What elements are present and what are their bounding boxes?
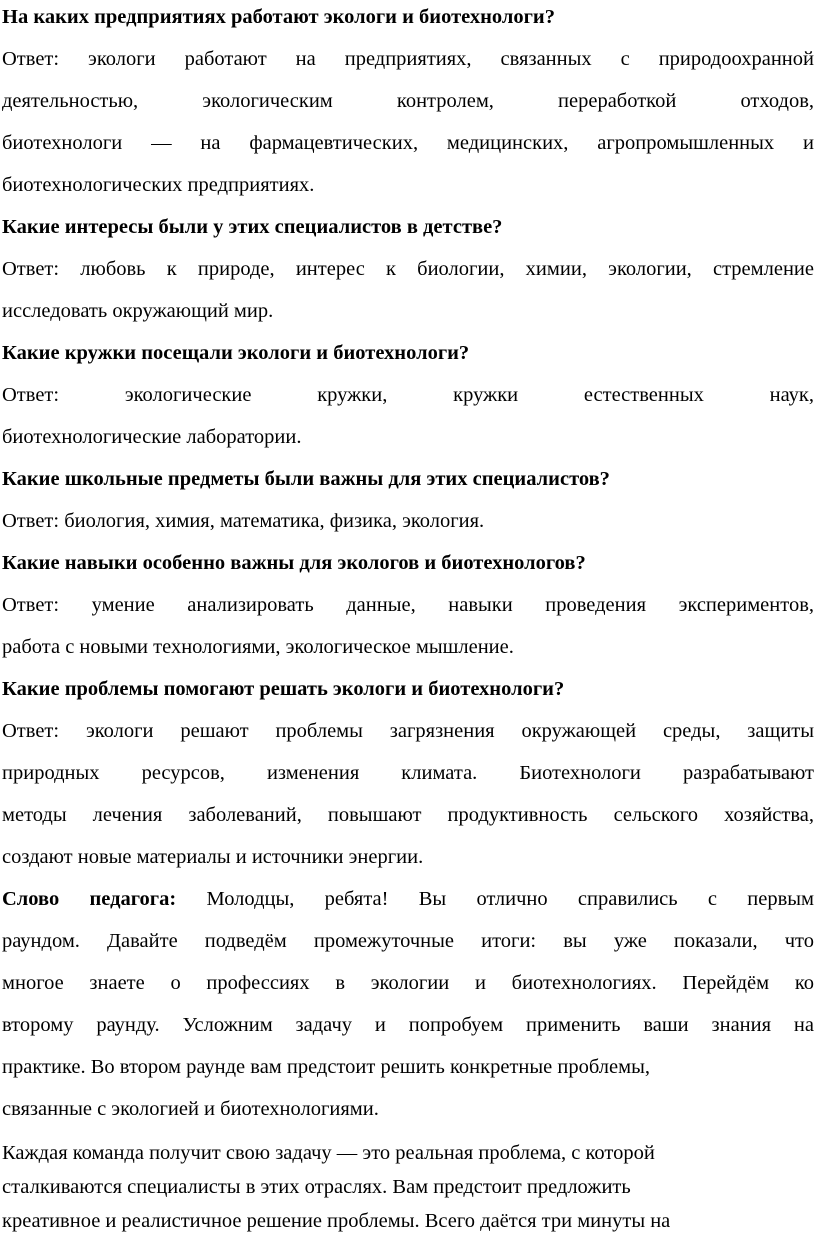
teacher-speech-line-3: многое знаете о профессиях в экологии и биотехнологиях. Перейдём ко	[2, 972, 814, 994]
answer-6-line-2: природных ресурсов, изменения климата. Биотехнологи разрабатывают	[2, 762, 814, 784]
question-2: Какие интересы были у этих специалистов в детстве?	[2, 216, 503, 238]
answer-6-line-3: методы лечения заболеваний, повышают продуктивность сельского хозяйства,	[2, 804, 814, 826]
teacher-speech-line-1	[2, 884, 814, 914]
answer-6-line-4: создают новые материалы и источники энергии.	[2, 846, 424, 868]
answer-1-line-1: Ответ: экологи работают на предприятиях, связанных с природоохранной	[2, 48, 814, 70]
answer-1-line-3: биотехнологи — на фармацевтических, медицинских, агропромышленных и	[2, 132, 814, 154]
answer-4-line-1: Ответ: биология, химия, математика, физика, экология.	[2, 510, 485, 532]
question-6: Какие проблемы помогают решать экологи и биотехнологи?	[2, 678, 565, 700]
final-paragraph-line-2: сталкиваются специалисты в этих отраслях. Вам предстоит предложить	[2, 1176, 631, 1198]
answer-5-line-2: работа с новыми технологиями, экологическое мышление.	[2, 636, 514, 658]
final-paragraph-line-3: креативное и реалистичное решение проблемы. Всего даётся три минуты на	[2, 1210, 671, 1232]
teacher-speech-line-6: связанные с экологией и биотехнологиями.	[2, 1098, 379, 1120]
teacher-speech-label: Слово педагога:	[2, 888, 177, 910]
answer-2-line-2: исследовать окружающий мир.	[2, 300, 274, 322]
answer-5-line-1: Ответ: умение анализировать данные, навыки проведения экспериментов,	[2, 594, 814, 616]
question-1: На каких предприятиях работают экологи и биотехнологи?	[2, 6, 555, 28]
teacher-speech-line-2: раундом. Давайте подведём промежуточные итоги: вы уже показали, что	[2, 930, 814, 952]
teacher-speech-line-4: второму раунду. Усложним задачу и попробуем применить ваши знания на	[2, 1014, 814, 1036]
question-3: Какие кружки посещали экологи и биотехнологи?	[2, 342, 470, 364]
answer-2-line-1: Ответ: любовь к природе, интерес к биологии, химии, экологии, стремление	[2, 258, 814, 280]
teacher-speech-line-5: практике. Во втором раунде вам предстоит решить конкретные проблемы,	[2, 1056, 650, 1078]
answer-6-line-1: Ответ: экологи решают проблемы загрязнения окружающей среды, защиты	[2, 720, 814, 742]
teacher-speech-first: Молодцы, ребята! Вы отлично справились с первым	[206, 888, 815, 910]
final-paragraph-line-1: Каждая команда получит свою задачу — это реальная проблема, с которой	[2, 1142, 655, 1164]
answer-3-line-1: Ответ: экологические кружки, кружки естественных наук,	[2, 384, 814, 406]
answer-3-line-2: биотехнологические лаборатории.	[2, 426, 302, 448]
answer-1-line-4: биотехнологических предприятиях.	[2, 174, 315, 196]
answer-1-line-2: деятельностью, экологическим контролем, переработкой отходов,	[2, 90, 814, 112]
question-4: Какие школьные предметы были важны для этих специалистов?	[2, 468, 610, 490]
question-5: Какие навыки особенно важны для экологов и биотехнологов?	[2, 552, 586, 574]
